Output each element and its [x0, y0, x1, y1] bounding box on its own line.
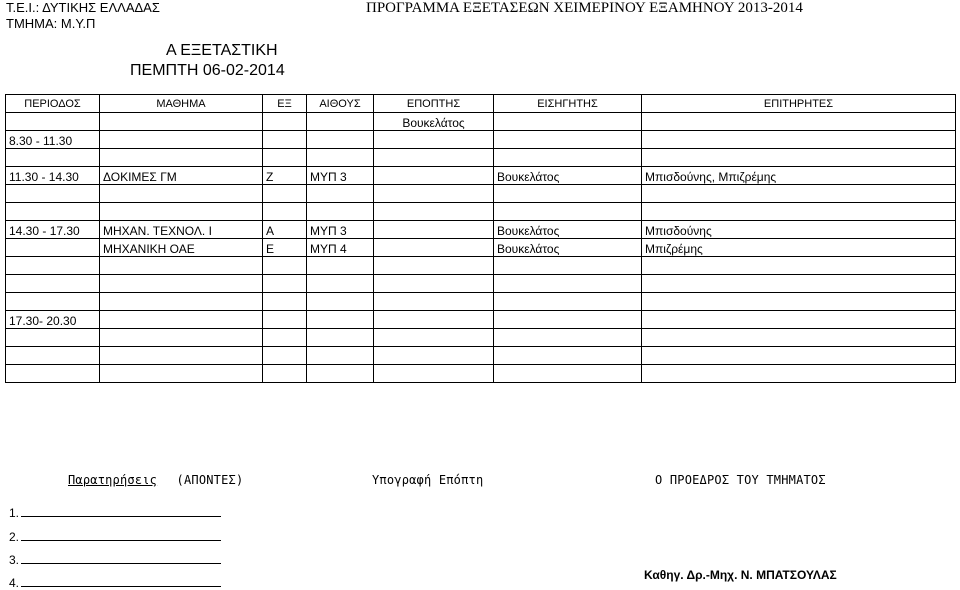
table-row	[6, 131, 956, 149]
table-cell	[6, 113, 100, 131]
table-cell	[100, 293, 263, 311]
table-row	[6, 257, 956, 275]
table-cell	[263, 185, 307, 203]
table-cell: ΜΗΧΑΝ. ΤΕΧΝΟΛ. Ι	[100, 221, 263, 239]
chair-label: Ο ΠΡΟΕΔΡΟΣ ΤΟΥ ΤΜΗΜΑΤΟΣ	[655, 473, 826, 487]
table-cell: Βουκελάτος	[494, 167, 642, 185]
table-cell	[374, 131, 494, 149]
table-cell	[307, 149, 374, 167]
table-cell: Μπισδούνης, Μπιζρέμης	[642, 167, 956, 185]
table-row	[6, 113, 956, 131]
remark-line-number: 1.	[9, 506, 20, 520]
table-cell	[642, 347, 956, 365]
table-cell	[6, 293, 100, 311]
table-cell	[100, 365, 263, 383]
table-row	[6, 185, 956, 203]
table-cell	[494, 311, 642, 329]
column-header: ΠΕΡΙΟΔΟΣ	[6, 95, 100, 113]
table-cell: Ζ	[263, 167, 307, 185]
table-row	[6, 239, 956, 257]
table-row	[6, 293, 956, 311]
exam-period: Α ΕΞΕΤΑΣΤΙΚΗ	[166, 42, 278, 59]
table-cell	[263, 275, 307, 293]
remark-line-number: 2.	[9, 530, 20, 544]
table-cell: ΜΥΠ 4	[307, 239, 374, 257]
column-header: ΕΠΙΤΗΡΗΤΕΣ	[642, 95, 956, 113]
table-cell	[307, 113, 374, 131]
table-cell: ΜΥΠ 3	[307, 221, 374, 239]
table-cell	[494, 365, 642, 383]
table-cell	[263, 149, 307, 167]
table-cell	[374, 293, 494, 311]
table-row	[6, 347, 956, 365]
table-cell	[374, 167, 494, 185]
table-cell	[494, 203, 642, 221]
program-title: ΠΡΟΓΡΑΜΜΑ ΕΞΕΤΑΣΕΩΝ ΧΕΙΜΕΡΙΝΟΥ ΕΞΑΜΗΝΟΥ 2013-2014	[366, 0, 803, 16]
table-cell	[100, 149, 263, 167]
table-cell	[307, 185, 374, 203]
table-cell	[100, 329, 263, 347]
table-cell	[263, 131, 307, 149]
table-cell	[642, 257, 956, 275]
table-cell	[374, 365, 494, 383]
table-cell	[100, 203, 263, 221]
column-header: ΕΠΟΠΤΗΣ	[374, 95, 494, 113]
table-row	[6, 149, 956, 167]
table-cell	[6, 329, 100, 347]
table-cell	[642, 131, 956, 149]
table-cell	[6, 239, 100, 257]
table-cell	[263, 257, 307, 275]
table-cell: 17.30- 20.30	[6, 311, 100, 329]
table-cell	[307, 275, 374, 293]
table-row	[6, 365, 956, 383]
column-header: ΑΙΘΟΥΣ	[307, 95, 374, 113]
schedule-table	[5, 94, 956, 383]
table-cell	[263, 293, 307, 311]
table-cell	[6, 185, 100, 203]
supervisor-signature-label: Υπογραφή Επόπτη	[372, 473, 484, 487]
table-cell	[6, 257, 100, 275]
table-cell	[374, 203, 494, 221]
table-row	[6, 167, 956, 185]
remark-line	[21, 586, 221, 587]
header-institution: Τ.Ε.Ι.: ΔΥΤΙΚΗΣ ΕΛΛΑΔΑΣ	[6, 0, 160, 15]
table-cell	[374, 347, 494, 365]
table-cell	[263, 203, 307, 221]
table-cell	[6, 275, 100, 293]
table-cell: Ε	[263, 239, 307, 257]
table-cell	[374, 149, 494, 167]
table-cell	[642, 329, 956, 347]
table-cell	[263, 329, 307, 347]
table-cell	[642, 113, 956, 131]
table-cell	[100, 113, 263, 131]
table-cell	[6, 203, 100, 221]
table-row	[6, 329, 956, 347]
table-cell	[307, 311, 374, 329]
table-cell	[307, 131, 374, 149]
table-row	[6, 311, 956, 329]
table-header-row	[6, 95, 956, 113]
table-cell: Βουκελάτος	[494, 221, 642, 239]
column-header: ΜΑΘΗΜΑ	[100, 95, 263, 113]
table-cell	[494, 149, 642, 167]
table-cell	[374, 221, 494, 239]
table-row	[6, 221, 956, 239]
table-cell	[494, 329, 642, 347]
table-cell	[642, 203, 956, 221]
table-cell: 11.30 - 14.30	[6, 167, 100, 185]
column-header: ΕΞ	[263, 95, 307, 113]
table-cell	[100, 131, 263, 149]
table-cell	[307, 203, 374, 221]
remark-line	[21, 516, 221, 517]
header-department: ΤΜΗΜΑ: Μ.Υ.Π	[6, 16, 96, 31]
table-cell	[263, 365, 307, 383]
column-header: ΕΙΣΗΓΗΤΗΣ	[494, 95, 642, 113]
table-cell	[263, 311, 307, 329]
table-row	[6, 203, 956, 221]
table-cell: Μπιζρέμης	[642, 239, 956, 257]
table-cell: Μπισδούνης	[642, 221, 956, 239]
table-cell	[494, 185, 642, 203]
table-cell	[642, 365, 956, 383]
exam-date: ΠΕΜΠΤΗ 06-02-2014	[130, 62, 285, 79]
table-cell	[307, 347, 374, 365]
table-cell	[374, 239, 494, 257]
remark-line-number: 4.	[9, 576, 20, 590]
remark-line-number: 3.	[9, 553, 20, 567]
table-cell	[494, 347, 642, 365]
table-cell: Α	[263, 221, 307, 239]
table-cell	[100, 347, 263, 365]
table-cell	[374, 257, 494, 275]
table-cell: ΜΥΠ 3	[307, 167, 374, 185]
table-row	[6, 275, 956, 293]
table-cell: 8.30 - 11.30	[6, 131, 100, 149]
table-cell	[100, 275, 263, 293]
table-cell	[307, 257, 374, 275]
table-cell	[263, 347, 307, 365]
table-cell	[307, 293, 374, 311]
table-cell	[642, 185, 956, 203]
table-cell	[374, 275, 494, 293]
table-cell	[6, 365, 100, 383]
table-cell	[100, 311, 263, 329]
table-cell	[6, 347, 100, 365]
table-cell	[6, 149, 100, 167]
table-cell: Βουκελάτος	[494, 239, 642, 257]
table-cell	[642, 293, 956, 311]
chair-name: Καθηγ. Δρ.-Μηχ. Ν. ΜΠΑΤΣΟΥΛΑΣ	[644, 568, 837, 582]
table-cell	[100, 257, 263, 275]
table-cell	[642, 149, 956, 167]
table-cell	[494, 131, 642, 149]
table-cell	[494, 275, 642, 293]
table-cell	[494, 293, 642, 311]
table-cell: 14.30 - 17.30	[6, 221, 100, 239]
table-cell	[642, 311, 956, 329]
table-cell	[374, 329, 494, 347]
table-cell	[374, 311, 494, 329]
remark-line	[21, 563, 221, 564]
table-cell	[100, 185, 263, 203]
table-cell: ΔΟΚΙΜΕΣ ΓΜ	[100, 167, 263, 185]
table-cell: ΜΗΧΑΝΙΚΗ ΟΑΕ	[100, 239, 263, 257]
table-cell	[307, 329, 374, 347]
table-cell	[494, 257, 642, 275]
remark-line	[21, 540, 221, 541]
table-cell	[642, 275, 956, 293]
remarks-label: Παρατηρήσεις	[68, 473, 158, 487]
table-cell: Βουκελάτος	[374, 113, 494, 131]
table-cell	[494, 113, 642, 131]
absent-label: (ΑΠΟΝΤΕΣ)	[176, 473, 244, 487]
table-cell	[263, 113, 307, 131]
table-cell	[374, 185, 494, 203]
table-cell	[307, 365, 374, 383]
